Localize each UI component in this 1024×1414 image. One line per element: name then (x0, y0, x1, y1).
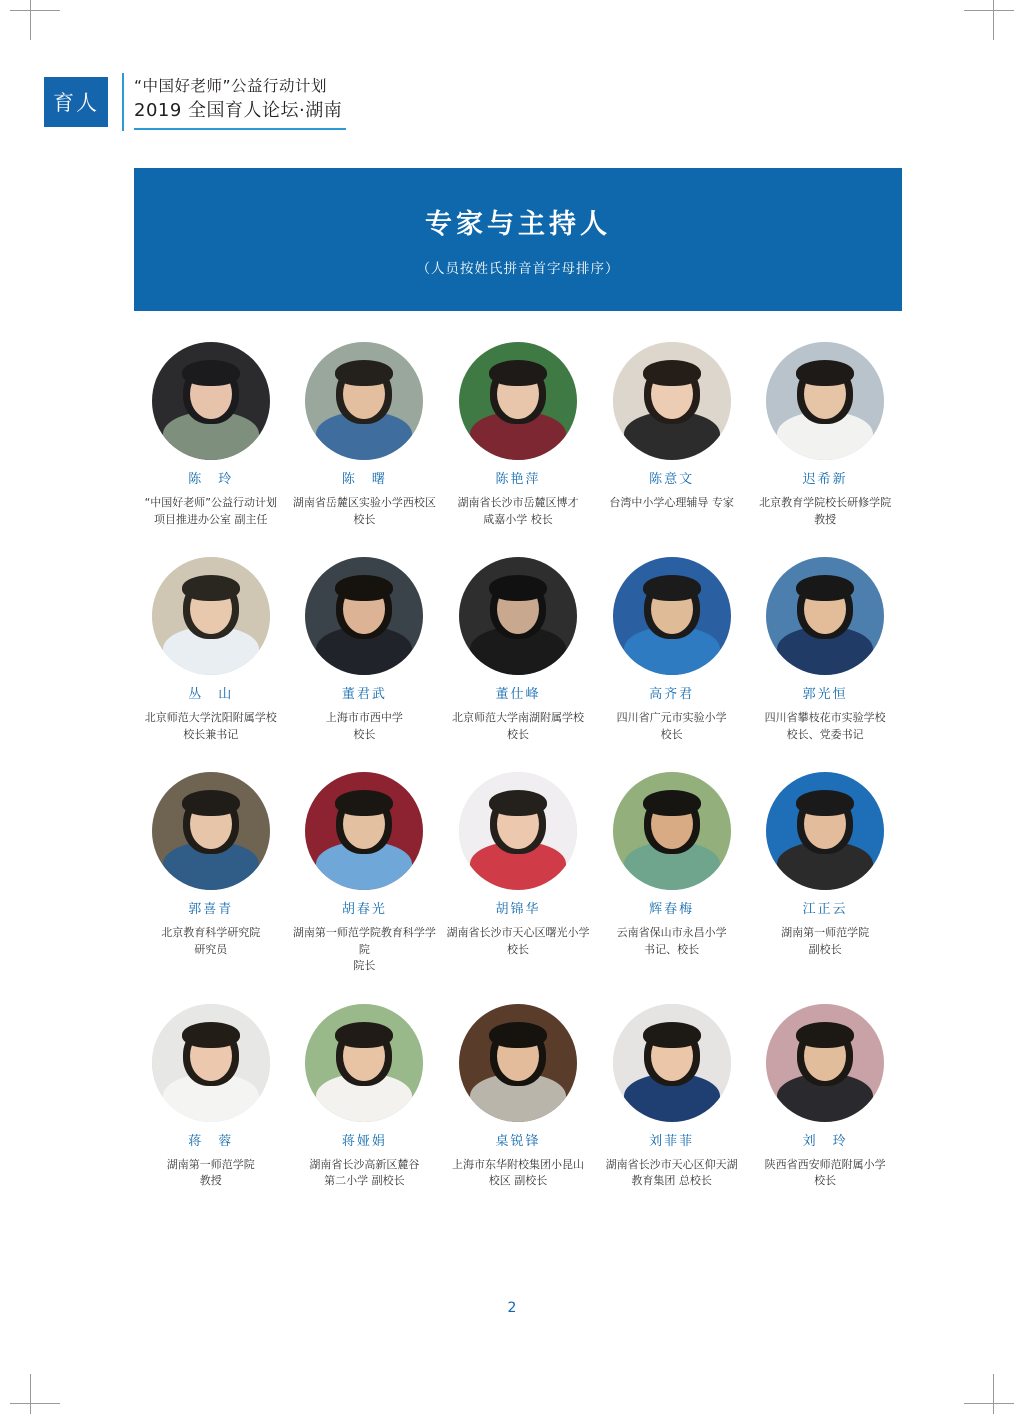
affiliation-line: 湖南第一师范学院 (781, 926, 870, 939)
affiliation-line: 湖南第一师范学院教育科学学院 (292, 926, 436, 956)
person-name: 刘菲菲 (649, 1133, 695, 1149)
affiliation-line: 北京师范大学南湖附属学校 (451, 711, 584, 724)
person-affiliation (137, 710, 285, 743)
affiliation-line: 北京师范大学沈阳附属学校 (144, 711, 277, 724)
affiliation-line: 教育集团 总校长 (631, 1174, 712, 1187)
affiliation-line: “中国好老师”公益行动计划 (144, 496, 277, 509)
affiliation-line: 教授 (199, 1174, 222, 1187)
page-content (30, 10, 994, 1404)
person-card (288, 1004, 442, 1190)
people-grid (134, 342, 902, 1219)
affiliation-line: 项目推进办公室 副主任 (154, 512, 268, 526)
person-affiliation (598, 495, 746, 512)
header-forum-name: 2019 全国育人论坛·湖南 (134, 100, 343, 121)
person-affiliation (137, 925, 285, 958)
person-photo (305, 557, 423, 675)
person-affiliation (444, 925, 592, 958)
affiliation-line: 湖南省长沙市天心区仰天湖 (605, 1157, 738, 1171)
person-card (595, 557, 749, 743)
affiliation-line: 四川省广元市实验小学 (616, 711, 727, 724)
affiliation-line: 上海市市西中学 (325, 711, 403, 724)
person-photo (613, 342, 731, 460)
affiliation-line: 院长 (353, 959, 376, 972)
person-name: 胡春光 (341, 902, 387, 917)
logo-divider (122, 73, 124, 131)
person-affiliation (751, 710, 899, 743)
person-affiliation (290, 495, 438, 528)
person-affiliation (751, 1157, 899, 1190)
person-card (134, 557, 288, 743)
affiliation-line: 台湾中小学心理辅导 专家 (609, 496, 734, 509)
person-affiliation (598, 710, 746, 743)
person-affiliation (751, 495, 899, 528)
person-name: 陈 曙 (341, 472, 387, 487)
person-photo (613, 1004, 731, 1122)
person-photo (305, 772, 423, 890)
person-card (288, 557, 442, 743)
person-photo (459, 772, 577, 890)
affiliation-line: 教授 (814, 512, 837, 526)
affiliation-line: 湖南省长沙市天心区曙光小学 (446, 926, 590, 939)
page-subtitle: （人员按姓氏拼音首字母排序） (416, 261, 620, 277)
person-name: 郭光恒 (802, 687, 848, 702)
person-name: 董君武 (341, 687, 387, 702)
person-card (441, 557, 595, 743)
affiliation-line: 上海市东华附校集团小昆山 (451, 1157, 584, 1171)
person-card (134, 772, 288, 975)
page-number: 2 (507, 1300, 517, 1316)
person-card (595, 772, 749, 975)
affiliation-line: 陕西省西安师范附属小学 (764, 1157, 886, 1171)
document-header (30, 65, 360, 135)
person-name: 江正云 (802, 902, 848, 917)
person-name: 胡锦华 (495, 902, 541, 917)
affiliation-line: 湖南省岳麓区实验小学西校区 (292, 496, 436, 509)
person-name: 高齐君 (649, 687, 695, 702)
person-name: 刘 玲 (802, 1133, 848, 1149)
person-photo (305, 342, 423, 460)
person-card (441, 1004, 595, 1190)
header-underline (134, 128, 346, 130)
person-card (748, 772, 902, 975)
person-card (441, 342, 595, 528)
logo-badge: 育人 (44, 77, 108, 127)
person-photo (459, 342, 577, 460)
person-affiliation (137, 495, 285, 528)
affiliation-line: 校长 (814, 1174, 837, 1187)
affiliation-line: 第二小学 副校长 (324, 1174, 405, 1187)
affiliation-line: 校长 (506, 942, 529, 956)
affiliation-line: 校区 副校长 (488, 1174, 548, 1187)
person-affiliation (598, 1157, 746, 1190)
affiliation-line: 北京教育科学研究院 (161, 926, 261, 939)
person-affiliation (444, 1157, 592, 1190)
affiliation-line: 书记、校长 (644, 942, 700, 956)
person-card (748, 342, 902, 528)
person-card (748, 557, 902, 743)
person-card (595, 342, 749, 528)
person-name: 陈艳萍 (495, 472, 541, 487)
affiliation-line: 校长、党委书记 (786, 727, 864, 741)
person-affiliation (290, 925, 438, 975)
affiliation-line: 北京教育学院校长研修学院 (759, 496, 892, 509)
person-affiliation (290, 1157, 438, 1190)
person-name: 蒋娅娟 (341, 1133, 387, 1149)
header-program-name: “中国好老师”公益行动计划 (134, 77, 328, 95)
person-card (595, 1004, 749, 1190)
person-name: 迟希新 (802, 472, 848, 487)
section-title-band (134, 168, 902, 311)
person-name: 蒋 蓉 (188, 1133, 234, 1149)
person-photo (613, 772, 731, 890)
person-card (288, 772, 442, 975)
affiliation-line: 副校长 (808, 942, 842, 956)
header-text (134, 74, 342, 124)
person-name: 桌锐锋 (495, 1133, 541, 1149)
person-name: 董仕峰 (495, 687, 541, 702)
affiliation-line: 校长 (660, 727, 683, 741)
person-photo (766, 342, 884, 460)
person-affiliation (598, 925, 746, 958)
person-card (134, 1004, 288, 1190)
person-photo (152, 1004, 270, 1122)
person-photo (766, 557, 884, 675)
affiliation-line: 湖南省长沙高新区麓谷 (309, 1157, 420, 1171)
person-affiliation (444, 495, 592, 528)
affiliation-line: 湖南省长沙市岳麓区博才 (457, 496, 579, 509)
person-name: 辉春梅 (649, 902, 695, 917)
person-photo (459, 557, 577, 675)
affiliation-line: 校长 (506, 727, 529, 741)
affiliation-line: 四川省攀枝花市实验学校 (764, 711, 886, 724)
affiliation-line: 云南省保山市永昌小学 (616, 926, 727, 939)
page-title: 专家与主持人 (425, 209, 611, 240)
person-photo (766, 772, 884, 890)
affiliation-line: 研究员 (194, 942, 228, 956)
person-card (441, 772, 595, 975)
affiliation-line: 校长 (353, 727, 376, 741)
person-photo (152, 557, 270, 675)
person-affiliation (137, 1157, 285, 1190)
affiliation-line: 湖南第一师范学院 (166, 1157, 255, 1171)
person-affiliation (444, 710, 592, 743)
person-name: 郭喜青 (188, 902, 234, 917)
person-affiliation (290, 710, 438, 743)
person-photo (613, 557, 731, 675)
person-photo (152, 772, 270, 890)
person-card (288, 342, 442, 528)
person-name: 陈 玲 (188, 472, 234, 487)
person-photo (152, 342, 270, 460)
person-card (748, 1004, 902, 1190)
affiliation-line: 校长兼书记 (183, 727, 239, 741)
affiliation-line: 咸嘉小学 校长 (483, 512, 553, 526)
person-name: 陈意文 (649, 472, 695, 487)
person-card (134, 342, 288, 528)
person-photo (459, 1004, 577, 1122)
person-photo (766, 1004, 884, 1122)
affiliation-line: 校长 (353, 512, 376, 526)
person-photo (305, 1004, 423, 1122)
person-affiliation (751, 925, 899, 958)
person-name: 丛 山 (188, 687, 234, 702)
